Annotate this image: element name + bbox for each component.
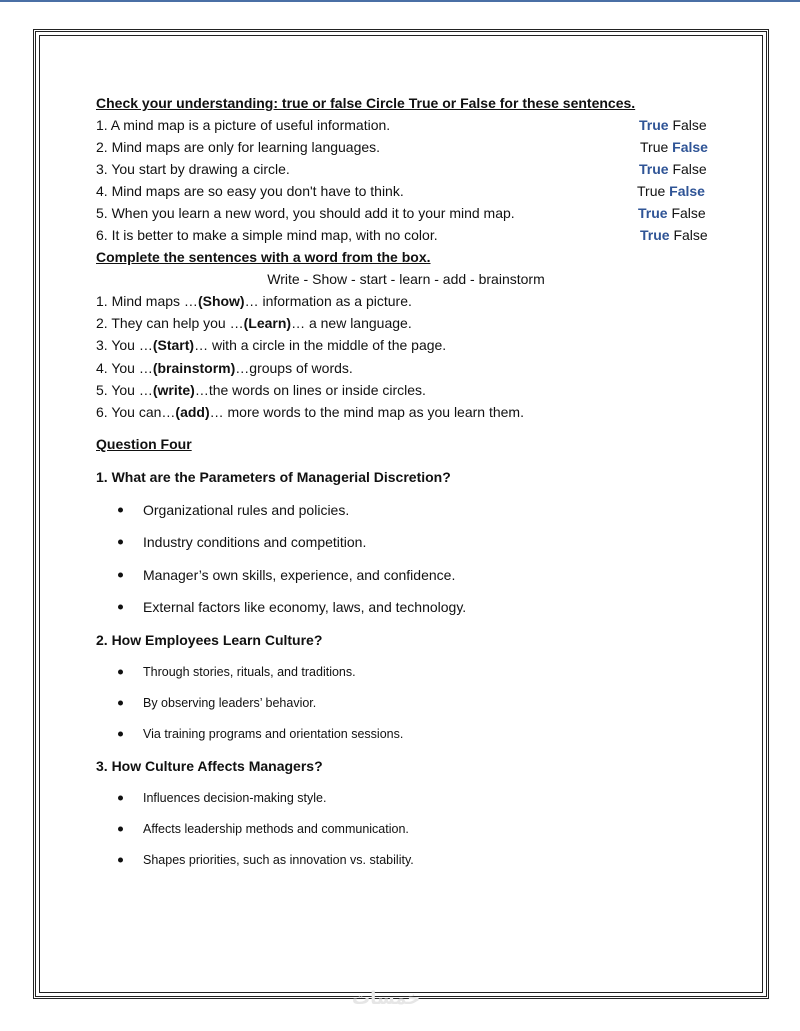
true-option: True bbox=[638, 205, 668, 221]
false-option: False bbox=[672, 139, 708, 155]
tf-answer bbox=[637, 180, 707, 202]
bullet-icon bbox=[118, 732, 123, 737]
fill-answer: (Show) bbox=[197, 293, 245, 309]
fill-answer: (Learn) bbox=[243, 315, 292, 332]
tf-row bbox=[96, 202, 716, 224]
true-option: True bbox=[640, 227, 670, 243]
tf-sentence: 1. A mind map is a picture of useful information. bbox=[96, 117, 391, 133]
list-item-text: Via training programs and orientation sessions. bbox=[143, 727, 404, 742]
fill-sentence bbox=[96, 312, 716, 334]
bullet-icon bbox=[118, 670, 123, 675]
tf-answer bbox=[639, 114, 709, 136]
tf-sentence: 5. When you learn a new word, you should add it to your mind map. bbox=[96, 205, 515, 221]
q3-bullet-list bbox=[96, 788, 716, 870]
complete-heading: Complete the sentences with a word from the box. bbox=[96, 249, 431, 265]
bullet-icon bbox=[118, 827, 123, 832]
tf-row bbox=[96, 180, 716, 202]
list-item bbox=[96, 819, 716, 839]
tf-answer bbox=[640, 224, 710, 246]
list-item-text: Shapes priorities, such as innovation vs. stability. bbox=[143, 853, 414, 868]
tf-row bbox=[96, 136, 716, 158]
list-item-text: Influences decision-making style. bbox=[143, 791, 327, 806]
list-item bbox=[96, 596, 716, 618]
fill-post: …groups of words. bbox=[235, 359, 353, 376]
true-option: True bbox=[637, 183, 666, 199]
list-item bbox=[96, 693, 716, 713]
fill-answer: (add) bbox=[175, 404, 210, 421]
fill-answer: (brainstorm) bbox=[152, 359, 236, 376]
bullet-icon bbox=[118, 605, 123, 610]
tf-answer bbox=[640, 136, 710, 158]
false-option: False bbox=[672, 161, 707, 177]
true-option: True bbox=[639, 161, 669, 177]
fill-pre: 1. Mind maps … bbox=[96, 293, 198, 309]
document-body bbox=[96, 92, 716, 870]
q2-title: 2. How Employees Learn Culture? bbox=[96, 632, 323, 649]
fill-post: … more words to the mind map as you learn them. bbox=[209, 404, 524, 421]
window-top-rule bbox=[0, 0, 800, 2]
true-option: True bbox=[639, 117, 669, 133]
list-item-text: Manager’s own skills, experience, and confidence. bbox=[143, 566, 456, 583]
tf-row bbox=[96, 114, 716, 136]
fill-sentence bbox=[96, 401, 716, 423]
q3-title: 3. How Culture Affects Managers? bbox=[96, 758, 323, 775]
false-option: False bbox=[669, 183, 705, 199]
fill-post: …the words on lines or inside circles. bbox=[194, 381, 426, 398]
fill-post: … with a circle in the middle of the page. bbox=[194, 337, 447, 354]
fill-pre: 6. You can… bbox=[96, 404, 176, 421]
list-item-text: Industry conditions and competition. bbox=[143, 534, 367, 551]
bullet-icon bbox=[118, 858, 123, 863]
tf-sentence: 3. You start by drawing a circle. bbox=[96, 161, 290, 177]
fill-sentence bbox=[96, 357, 716, 379]
list-item-text: By observing leaders’ behavior. bbox=[143, 696, 317, 711]
list-item-text: Through stories, rituals, and traditions. bbox=[143, 665, 356, 680]
tf-sentence: 2. Mind maps are only for learning languages. bbox=[96, 139, 381, 155]
false-option: False bbox=[671, 205, 706, 221]
true-option: True bbox=[640, 139, 669, 155]
tf-answer bbox=[639, 158, 709, 180]
fill-sentence bbox=[96, 290, 716, 312]
q1-title: 1. What are the Parameters of Managerial Discretion? bbox=[96, 469, 451, 486]
word-box: Write - Show - start - learn - add - brainstorm bbox=[267, 271, 545, 287]
list-item bbox=[96, 724, 716, 744]
tf-row bbox=[96, 224, 716, 246]
list-item bbox=[96, 850, 716, 870]
watermark-logo: خمسات bbox=[352, 988, 421, 1009]
q1-bullet-list bbox=[96, 499, 716, 619]
list-item-text: Organizational rules and policies. bbox=[143, 501, 350, 518]
bullet-icon bbox=[118, 540, 123, 545]
false-option: False bbox=[673, 227, 708, 243]
bullet-icon bbox=[118, 572, 123, 577]
tf-sentence: 6. It is better to make a simple mind map, with no color. bbox=[96, 227, 438, 243]
list-item-text: External factors like economy, laws, and technology. bbox=[143, 599, 467, 616]
list-item bbox=[96, 788, 716, 808]
list-item bbox=[96, 564, 716, 586]
fill-pre: 5. You … bbox=[96, 381, 153, 398]
tf-answer bbox=[638, 202, 708, 224]
fill-pre: 4. You … bbox=[96, 359, 153, 376]
list-item bbox=[96, 499, 716, 521]
fill-pre: 3. You … bbox=[96, 337, 153, 354]
list-item-text: Affects leadership methods and communication. bbox=[143, 822, 409, 837]
true-false-heading: Check your understanding: true or false Circle True or False for these sentences. bbox=[96, 95, 636, 111]
fill-post: … information as a picture. bbox=[244, 293, 412, 309]
false-option: False bbox=[672, 117, 707, 133]
fill-answer: (write) bbox=[152, 381, 195, 398]
fill-sentence bbox=[96, 334, 716, 356]
fill-pre: 2. They can help you … bbox=[96, 315, 244, 332]
fill-sentence bbox=[96, 379, 716, 401]
bullet-icon bbox=[118, 507, 123, 512]
list-item bbox=[96, 662, 716, 682]
q2-bullet-list bbox=[96, 662, 716, 744]
bullet-icon bbox=[118, 796, 123, 801]
fill-post: … a new language. bbox=[291, 315, 412, 332]
tf-row bbox=[96, 158, 716, 180]
bullet-icon bbox=[118, 701, 123, 706]
question-four-title: Question Four bbox=[96, 436, 192, 453]
list-item bbox=[96, 531, 716, 553]
tf-sentence: 4. Mind maps are so easy you don't have to think. bbox=[96, 183, 404, 199]
fill-answer: (Start) bbox=[152, 337, 195, 354]
